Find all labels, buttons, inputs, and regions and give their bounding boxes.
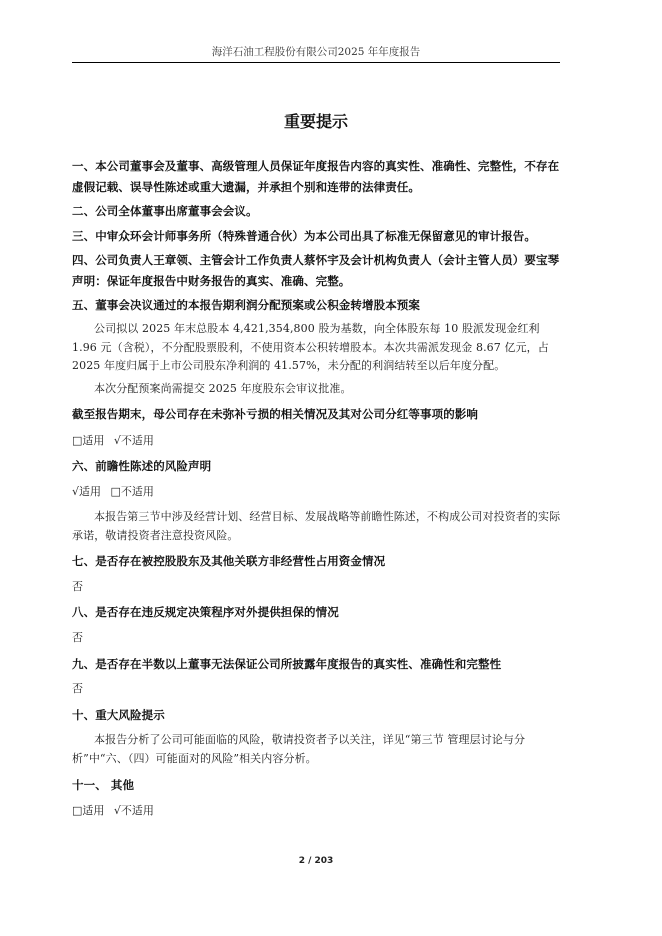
section-7-heading: 七、是否存在被控股股东及其他关联方非经营性占用资金情况 [72, 554, 386, 568]
loss-options [72, 432, 564, 450]
section-1-heading: 一、本公司董事会及董事、高级管理人员保证年度报告内容的真实性、准确性、完整性，不存在虚假记载、误导性陈述或重大遗漏，并承担个别和连带的法律责任。 [72, 159, 560, 194]
section-6-heading: 六、前瞻性陈述的风险声明 [72, 459, 212, 473]
section-9-heading: 九、是否存在半数以上董事无法保证公司所披露年度报告的真实性、准确性和完整性 [72, 657, 502, 671]
section-5-paragraph: 公司拟以 2025 年末总股本 4,421,354,800 股为基数，向全体股东每 10 股派发现金红利 1.96 元（含税），不分配股票股利，不使用资本公积转增股本。本次共需派发现金 8.67 亿元，占 2025 年度归属于上市公司股东净利润的 41.57%，未分配的利润结转至以后年度分配。 [72, 322, 549, 372]
running-header: 海洋石油工程股份有限公司2025 年年度报告 [211, 46, 421, 58]
section-6-paragraph: 本报告第三节中涉及经营计划、经营目标、发展战略等前瞻性陈述，不构成公司对投资者的实际承诺，敬请投资者注意投资风险。 [72, 510, 561, 542]
section-10-paragraph: 本报告分析了公司可能面临的风险，敬请投资者予以关注，详见“第三节 管理层讨论与分析”中“六、（四）可能面对的风险”相关内容分析。 [72, 733, 526, 765]
section-5-note: 本次分配预案尚需提交 2025 年度股东会审议批准。 [94, 382, 352, 395]
page-title: 重要提示 [283, 112, 348, 131]
section-11-options [72, 802, 564, 820]
section-5-heading: 五、董事会决议通过的本报告期利润分配预案或公积金转增股本预案 [72, 298, 420, 312]
option-not-applicable: □不适用 [110, 485, 154, 498]
option-not-applicable: √不适用 [113, 804, 154, 817]
option-applicable: □适用 [72, 434, 105, 447]
loss-heading: 截至报告期末，母公司存在未弥补亏损的相关情况及其对公司分红等事项的影响 [72, 407, 478, 421]
section-6-options [72, 483, 564, 501]
section-3-heading: 三、中审众环会计师事务所（特殊普通合伙）为本公司出具了标准无保留意见的审计报告。 [72, 229, 536, 243]
section-9-answer: 否 [72, 682, 83, 695]
page-number: 2 / 203 [298, 856, 334, 866]
section-4-heading: 四、公司负责人王章领、主管会计工作负责人蔡怀宇及会计机构负责人（会计主管人员）要宝琴声明：保证年度报告中财务报告的真实、准确、完整。 [72, 253, 560, 288]
option-applicable: □适用 [72, 804, 105, 817]
section-7-answer: 否 [72, 580, 83, 593]
section-11-heading: 十一、 其他 [72, 778, 135, 792]
section-8-heading: 八、是否存在违反规定决策程序对外提供担保的情况 [72, 605, 339, 619]
section-2-heading: 二、公司全体董事出席董事会会议。 [72, 204, 258, 218]
section-10-heading: 十、重大风险提示 [72, 708, 165, 722]
option-not-applicable: √不适用 [113, 434, 154, 447]
option-applicable: √适用 [72, 485, 102, 498]
header-divider [72, 62, 560, 63]
section-8-answer: 否 [72, 631, 83, 644]
